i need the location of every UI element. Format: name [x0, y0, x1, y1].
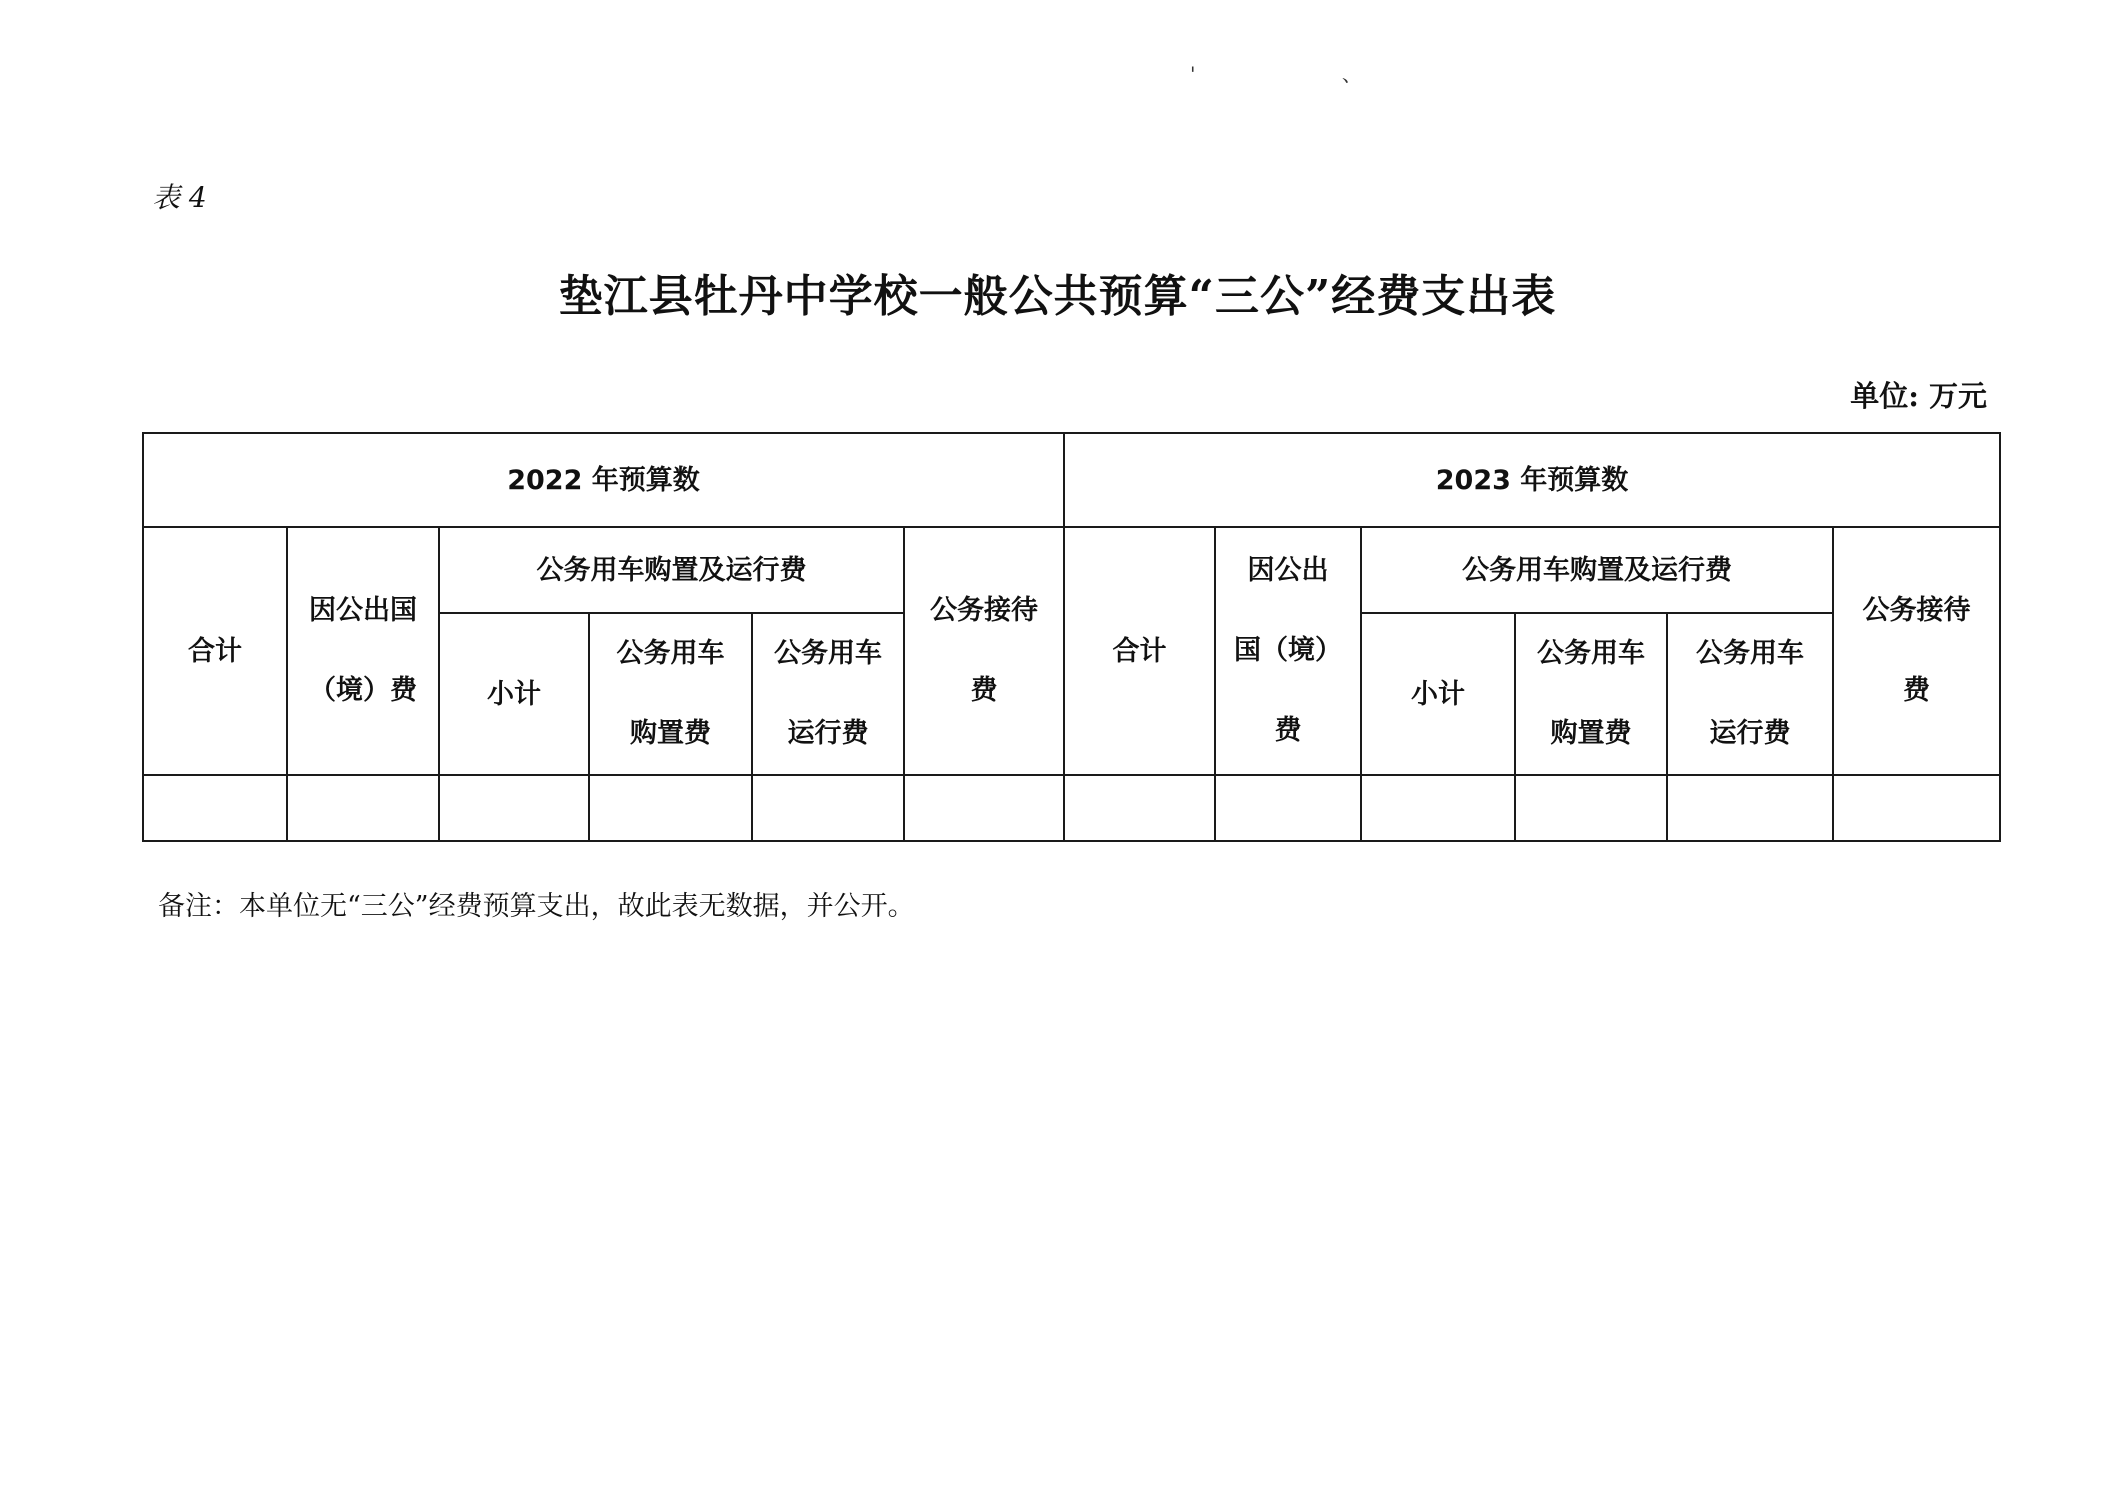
header-2022-vehicle-group: 公务用车购置及运行费: [439, 527, 904, 613]
data-cell-2022-total: [143, 775, 287, 841]
header-2023-operation-line2: 运行费: [1709, 718, 1791, 749]
data-cell-2023-total: [1064, 775, 1215, 841]
header-2022-vehicle-operation: [752, 613, 904, 775]
header-2022-reception-line2: 费: [970, 675, 998, 706]
data-row: [143, 775, 2000, 841]
header-2023-abroad-line1: 因公出: [1247, 555, 1329, 586]
header-2022-purchase-line2: 购置费: [630, 718, 711, 749]
header-2023-subtotal: 小计: [1361, 613, 1515, 775]
header-2023-reception-line2: 费: [1903, 675, 1931, 706]
header-2023-budget: 2023 年预算数: [1064, 433, 2000, 527]
budget-table: [142, 432, 2001, 842]
data-cell-2022-subtotal: [439, 775, 589, 841]
header-2022-operation-line1: 公务用车: [774, 638, 882, 669]
header-2022-purchase-line1: 公务用车: [616, 638, 725, 669]
header-2022-abroad-line2: （境）费: [309, 675, 417, 706]
data-cell-2022-abroad: [287, 775, 439, 841]
header-2022-abroad: [287, 527, 439, 775]
table-number: 表 4: [152, 181, 207, 214]
data-cell-2023-reception: [1833, 775, 2000, 841]
data-cell-2023-purchase: [1515, 775, 1667, 841]
header-2023-abroad-line2: 国（境）: [1234, 635, 1343, 666]
header-2023-abroad-line3: 费: [1274, 715, 1302, 746]
header-2022-abroad-line1: 因公出国: [309, 595, 417, 626]
header-2023-operation-line1: 公务用车: [1696, 638, 1805, 669]
data-cell-2023-subtotal: [1361, 775, 1515, 841]
category-header-row: [143, 527, 2000, 613]
header-2022-reception-line1: 公务接待: [930, 595, 1038, 626]
header-2023-vehicle-group: 公务用车购置及运行费: [1361, 527, 1833, 613]
footnote: 备注：本单位无“三公”经费预算支出，故此表无数据，并公开。: [158, 891, 915, 922]
header-2022-reception: [904, 527, 1064, 775]
header-2023-vehicle-operation: [1667, 613, 1833, 775]
header-2022-operation-line2: 运行费: [787, 718, 869, 749]
header-2023-reception-line1: 公务接待: [1862, 595, 1971, 626]
header-2022-total: 合计: [143, 527, 287, 775]
header-2023-purchase-line2: 购置费: [1550, 718, 1632, 749]
document-title: 垫江县牡丹中学校一般公共预算“三公”经费支出表: [558, 271, 1557, 322]
data-cell-2023-operation: [1667, 775, 1833, 841]
header-2023-total: 合计: [1064, 527, 1215, 775]
data-cell-2022-purchase: [589, 775, 752, 841]
data-cell-2023-abroad: [1215, 775, 1361, 841]
data-cell-2022-operation: [752, 775, 904, 841]
scan-artifact-marks: ' 、: [1190, 62, 1432, 86]
header-2023-abroad: [1215, 527, 1361, 775]
year-header-row: [143, 433, 2000, 527]
data-cell-2022-reception: [904, 775, 1064, 841]
header-2022-subtotal: 小计: [439, 613, 589, 775]
header-2022-budget: 2022 年预算数: [143, 433, 1064, 527]
header-2023-purchase-line1: 公务用车: [1537, 638, 1646, 669]
header-2022-vehicle-purchase: [589, 613, 752, 775]
header-2023-vehicle-purchase: [1515, 613, 1667, 775]
unit-label: 单位: 万元: [1850, 379, 1987, 413]
header-2023-reception: [1833, 527, 2000, 775]
